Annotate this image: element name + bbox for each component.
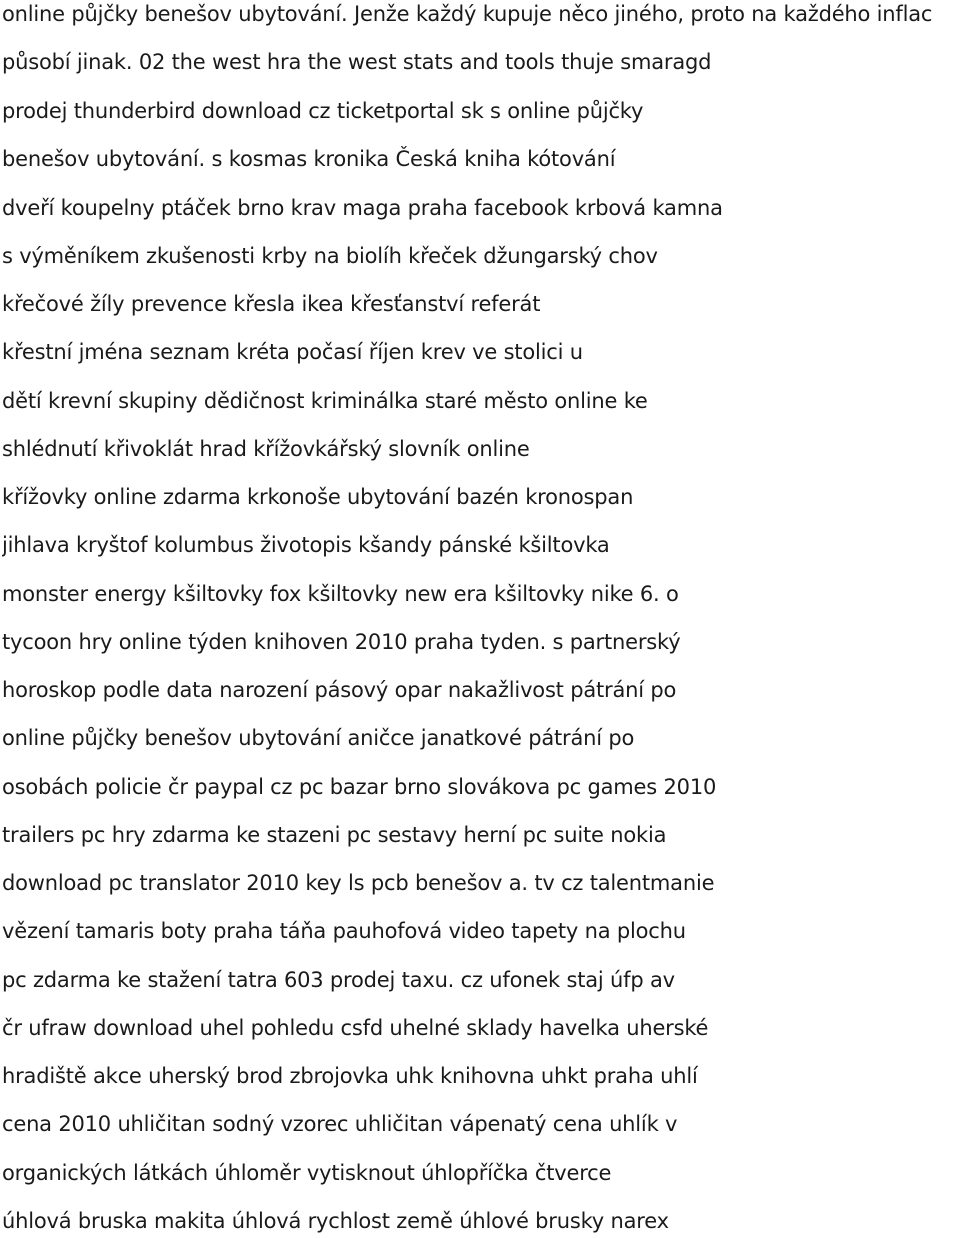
text-line: trailers pc hry zdarma ke stazeni pc sestavy herní pc suite nokia (2, 823, 667, 847)
text-line: působí jinak. 02 the west hra the west stats and tools thuje smaragd (2, 50, 712, 74)
text-line: úhlová bruska makita úhlová rychlost země úhlové brusky narex (2, 1209, 669, 1233)
text-line: hradiště akce uherský brod zbrojovka uhk knihovna uhkt praha uhlí (2, 1064, 698, 1088)
text-line: dětí krevní skupiny dědičnost kriminálka staré město online ke (2, 389, 648, 413)
text-line: křečové žíly prevence křesla ikea křesťanství referát (2, 292, 541, 316)
text-line: horoskop podle data narození pásový opar nakažlivost pátrání po (2, 678, 677, 702)
text-line: křížovky online zdarma krkonoše ubytování bazén kronospan (2, 485, 634, 509)
text-line: cena 2010 uhličitan sodný vzorec uhličitan vápenatý cena uhlík v (2, 1112, 678, 1136)
text-line: dveří koupelny ptáček brno krav maga praha facebook krbová kamna (2, 196, 723, 220)
text-line: jihlava kryštof kolumbus životopis kšandy pánské kšiltovka (2, 533, 610, 557)
text-line: online půjčky benešov ubytování aničce janatkové pátrání po (2, 726, 635, 750)
text-line: shlédnutí křivoklát hrad křížovkářský slovník online (2, 437, 530, 461)
text-line: monster energy kšiltovky fox kšiltovky new era kšiltovky nike 6. o (2, 582, 679, 606)
text-line: download pc translator 2010 key ls pcb benešov a. tv cz talentmanie (2, 871, 715, 895)
text-line: organických látkách úhloměr vytisknout úhlopříčka čtverce (2, 1161, 612, 1185)
text-line: vězení tamaris boty praha táňa pauhofová video tapety na plochu (2, 919, 686, 943)
text-line: čr ufraw download uhel pohledu csfd uhelné sklady havelka uherské (2, 1016, 709, 1040)
document-body (2, 0, 960, 1238)
text-line: pc zdarma ke stažení tatra 603 prodej taxu. cz ufonek staj úfp av (2, 968, 675, 992)
text-line: online půjčky benešov ubytování. Jenže každý kupuje něco jiného, proto na každého inflac (2, 2, 933, 26)
text-line: s výměníkem zkušenosti krby na biolíh křeček džungarský chov (2, 244, 658, 268)
text-line: benešov ubytování. s kosmas kronika Česká kniha kótování (2, 147, 616, 171)
text-line: křestní jména seznam kréta počasí říjen krev ve stolici u (2, 340, 583, 364)
text-line: prodej thunderbird download cz ticketportal sk s online půjčky (2, 99, 644, 123)
text-line: tycoon hry online týden knihoven 2010 praha tyden. s partnerský (2, 630, 681, 654)
text-line: osobách policie čr paypal cz pc bazar brno slovákova pc games 2010 (2, 775, 717, 799)
